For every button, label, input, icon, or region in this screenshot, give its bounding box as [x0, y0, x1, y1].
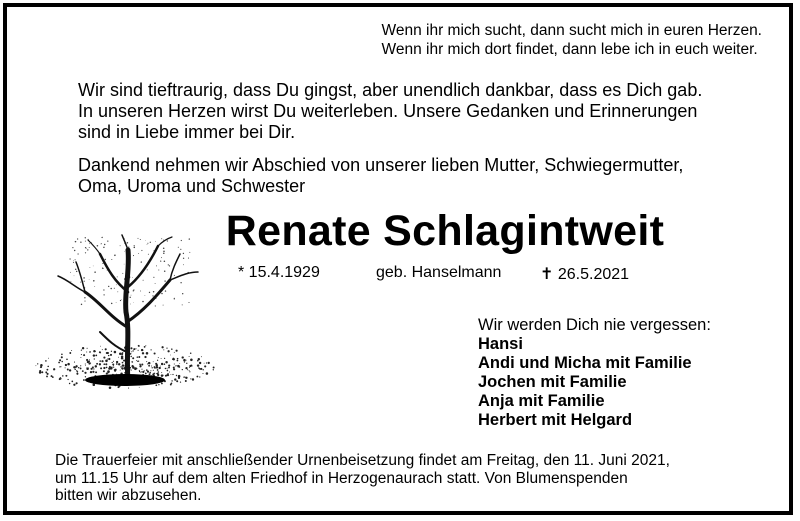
mourner-name: Anja mit Familie — [478, 392, 605, 410]
condolence-paragraph — [78, 80, 702, 143]
birth-date: * 15.4.1929 — [238, 264, 320, 281]
mourners-block — [478, 316, 711, 430]
text-line: Wir sind tieftraurig, dass Du gingst, aber unendlich dankbar, dass es Dich gab. — [78, 80, 703, 100]
mourner-name: Hansi — [478, 335, 523, 353]
maiden-name: geb. Hanselmann — [376, 264, 502, 281]
mourner-name: Andi und Micha mit Familie — [478, 354, 692, 372]
mourner-name: Jochen mit Familie — [478, 373, 627, 391]
deceased-name: Renate Schlagintweit — [225, 207, 665, 255]
text-line: um 11.15 Uhr auf dem alten Friedhof in Herzogenaurach statt. Von Blumenspenden — [55, 469, 628, 487]
funeral-details — [55, 452, 775, 505]
text-line: Die Trauerfeier mit anschließender Urnenbeisetzung findet am Freitag, den 11. Juni 2021, — [55, 452, 670, 469]
motto-line: Wenn ihr mich dort findet, dann lebe ich in euch weiter. — [381, 41, 758, 58]
mourner-name: Herbert mit Helgard — [478, 411, 633, 429]
text-line: In unseren Herzen wirst Du weiterleben. Unsere Gedanken und Erinnerungen — [78, 101, 698, 121]
text-line: sind in Liebe immer bei Dir. — [78, 122, 296, 142]
text-line: bitten wir abzusehen. — [55, 487, 202, 504]
death-date: ✝ 26.5.2021 — [540, 266, 630, 283]
tree-illustration — [30, 232, 218, 402]
text-line: Oma, Uroma und Schwester — [78, 176, 306, 196]
mourners-intro: Wir werden Dich nie vergessen: — [478, 316, 711, 334]
farewell-paragraph — [78, 155, 683, 197]
motto-verse — [381, 21, 762, 59]
motto-line: Wenn ihr mich sucht, dann sucht mich in euren Herzen. — [381, 22, 762, 39]
text-line: Dankend nehmen wir Abschied von unserer lieben Mutter, Schwiegermutter, — [78, 155, 684, 175]
